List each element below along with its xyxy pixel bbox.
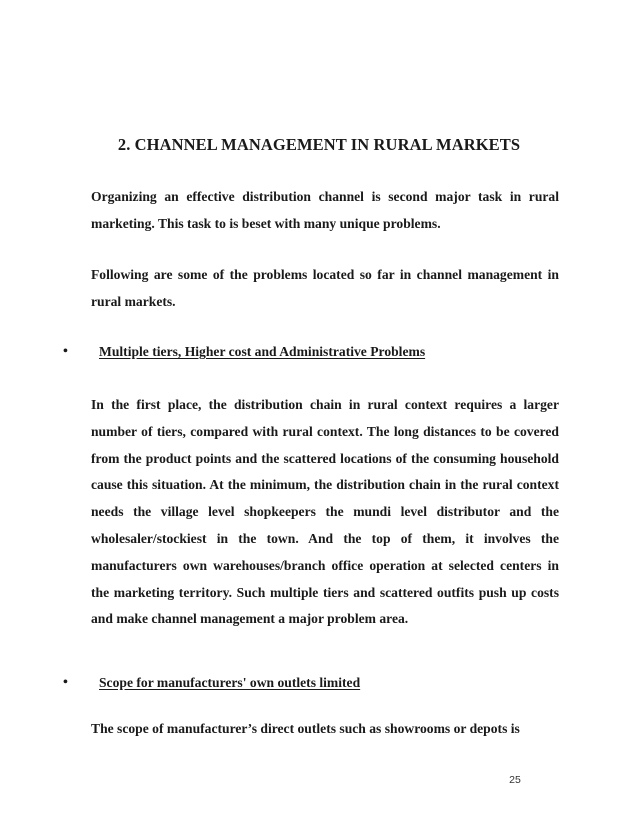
page-title: 2. CHANNEL MANAGEMENT IN RURAL MARKETS [117,135,521,154]
section-heading-text: Scope for manufacturers' own outlets limited [99,675,361,690]
section-heading-text: Multiple tiers, Higher cost and Administrative Problems [99,344,426,359]
intro-paragraph: Organizing an effective distribution channel is second major task in rural marketing. This task to is beset with many unique problems. [91,189,559,231]
section-body-multiple-tiers: In the first place, the distribution chain in rural context requires a larger number of tiers, compared with rural context. The long distances to be covered from the product points and the scattered locations of the consuming household cause this situation. At the minimum, the distribution chain in the rural context needs the village level shopkeepers the mundi level distributor and the wholesaler/stockiest in the town. And the top of them, it involves the manufacturers own warehouses/branch office operation at selected centers in the marketing territory. Such multiple tiers and scattered outfits push up costs and make channel management a major problem area. [91,397,559,627]
bullet-icon: • [63,675,68,690]
page-number: 25 [509,774,521,786]
lead-paragraph: Following are some of the problems located so far in channel management in rural markets. [91,267,559,309]
section-heading-multiple-tiers [63,344,563,364]
section-heading-manufacturer-outlets [63,675,563,695]
bullet-icon: • [63,344,68,359]
section-body-manufacturer-outlets: The scope of manufacturer’s direct outlets such as showrooms or depots is [91,721,520,736]
